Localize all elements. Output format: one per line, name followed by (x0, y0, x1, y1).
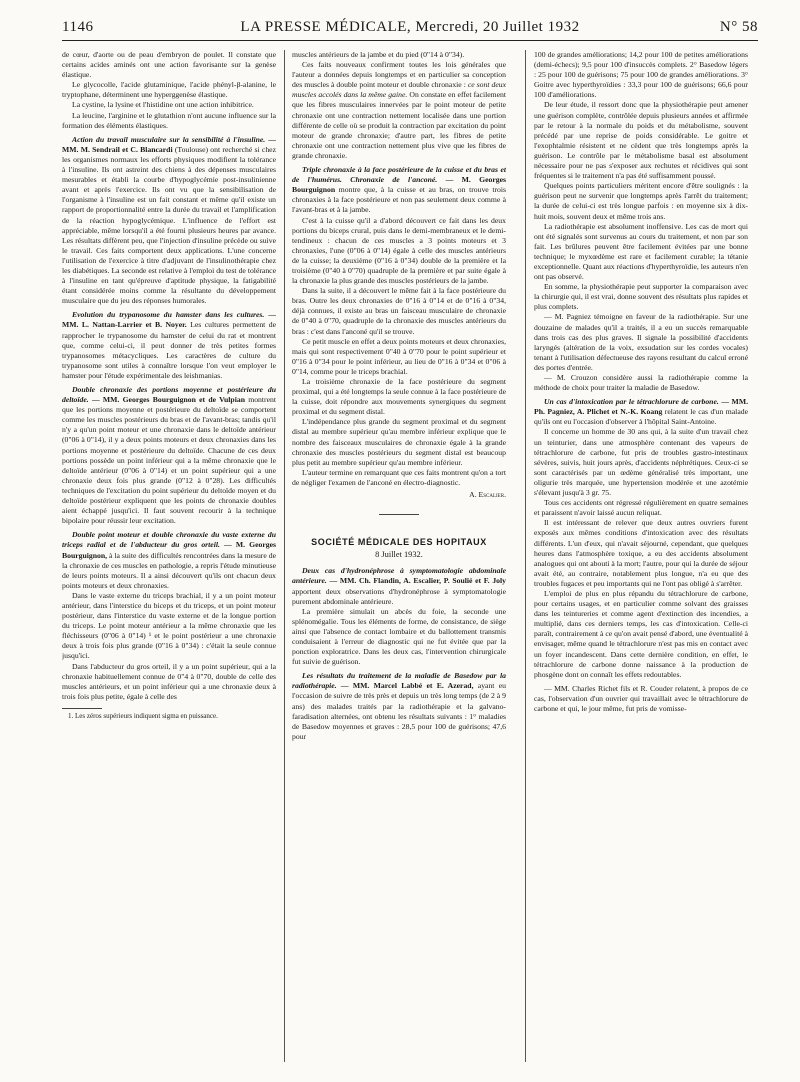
article-body: ayant eu l'occasion de suivre de très près et depuis un très long temps (de 2 à 9 ans) des malades traités par la radiothérapie et la galvano-faradisation alternées, ont obtenu les résultats suivants : 1° maladies de Basedow moyennes et graves : 28,5 pour 100 de guérisons; 47,6 pour (292, 681, 506, 741)
article-body: à la suite des difficultés rencontrées dans la mesure de la chronaxie de ces muscles en pathologie, a repris l'étude minutieuse de leurs points moteurs. Il a ainsi découvert qu'ils ont chacun deux points moteurs et deux chronaxies. (62, 550, 276, 590)
article-authors: — MM. L. Nattan-Larrier et B. Noyer. (62, 310, 276, 330)
article-authors: — M. Georges Bourguignon (292, 175, 506, 195)
paragraph (292, 60, 506, 161)
paragraph: La première simulait un abcès du foie, la seconde une splénomégalie. Tous les éléments de forme, de consistance, de siège ainsi que l'absence de contact lombaire et du ballottement transmis conduisaient à l'erreur de diagnostic qui ne fut évitée que par la ponction exploratrice. Dans les deux cas, l'intervention chirurgicale fut suivie de guérison. (292, 606, 506, 667)
emphasis: ce sont deux muscles accolés dans la même gaine. (292, 80, 506, 100)
paragraph: La troisième chronaxie de la face postérieure du segment proximal, qui a été longtemps la seule connue à la face postérieure de la cuisse, doit répondre aux mouvements synergiques du segment proximal et du segment distal. (292, 377, 506, 417)
publication-title: LA PRESSE MÉDICALE, Mercredi, 20 Juillet 1932 (240, 19, 580, 35)
column-right (534, 50, 748, 1068)
paragraph: En somme, la physiothérapie peut supporter la comparaison avec la chirurgie qui, il est vrai, donne souvent des résultats plus rapides et plus complets. (534, 282, 748, 312)
paragraph: Le glycocolle, l'acide glutaminique, l'acide phényl-β-alanine, le tryptophane, déterminent une hyperggenèse élastique. (62, 80, 276, 100)
article (534, 397, 748, 427)
article-body: relatent le cas d'un malade qu'ils ont eu l'occasion d'observer à l'hôpital Saint-Antoine. (534, 407, 748, 427)
article-body: apportent deux observations d'hydronéphrose à symptomatologie purement abdominale antérieure. (292, 586, 506, 606)
article-authors: — MM. Marcel Labbé et E. Azerad, (336, 681, 474, 691)
paragraph-text: On constate en effet facilement que les fibres musculaires innervées par le point moteur de petite chronaxie ont une contraction nettement localisée dans une portion différente de celle où se produit la contraction par excitation du point moteur de grande chronaxie; d'autre part, les fibres de petite chronaxie ont une contraction nettement plus vive que les fibres de grande chronaxie. (292, 90, 506, 160)
paragraph: Dans l'abducteur du gros orteil, il y a un point supérieur, qui a la chronaxie habituellement connue de 0"4 à 0"70, double de celle des muscles antérieurs, et un point inférieur qui a une chronaxie deux à trois fois plus petite, égale à celle des (62, 661, 276, 701)
article-title: Double chronaxie des portions moyenne et postérieure du deltoïde. (62, 385, 276, 405)
article-authors: — MM. Ch. Flandin, A. Escalier, P. Soulié et F. Joly (326, 576, 506, 586)
article-title: Evolution du trypanosome du hamster dans les cultures. (72, 310, 265, 320)
article-title: Triple chronaxie à la face postérieure de la cuisse et du bras et de l'humérus. Chronaxie de l'anconé. (292, 165, 506, 185)
article-authors: — M. Georges Bourguignon, (62, 540, 276, 560)
column-middle (292, 50, 506, 1068)
column-rule (284, 50, 285, 1062)
page-number: 1146 (62, 19, 94, 35)
article-authors: — MM. Georges Bourguignon et de Vulpian (88, 395, 245, 405)
article-body: (Toulouse) ont recherché si chez les organismes normaux les efforts physiques modifient la tolérance à l'insuline. Ils ont astreint des chiens à des dépenses musculaires mesurables et établi la courbe d'hypoglycémie post-insulinienne avant et après l'exercice. Ils ont vu que la sensibilisation de l'organisme à l'insuline est un fait constant et même qu'il existe un rapport de proportionnalité entre la durée du travail et l'amplification de la réaction hypoglycémique. L'influence de l'effort est appréciable, même lorsqu'il a été fourni plusieurs heures par avance. Les résultats diffèrent peu, que l'injection d'insuline précède ou suive le travail. Ces faits comportent deux applications. L'une concerne l'utilisation de l'exercice à titre d'adjuvant de l'insulinothérapie chez les diabétiques. La seconde est relative à l'emploi du test de tolérance à l'insuline en tant qu'épreuve d'aptitude physique, la fatigabilité étant considérée moins comme la résultante du développement musculaire que du jeu des réponses humorales. (62, 144, 276, 306)
footnote: 1. Les zéros supérieurs indiquent sigma en puissance. (68, 711, 218, 720)
article-body: montrent que les portions moyenne et postérieure du deltoïde se comportent comme les muscles postérieurs du bras et de l'avant-bras; tandis qu'il n'y a qu'un point moteur et une chronaxie dans le deltoïde antérieur (0"06 à 0"14), il y a deux points moteurs et deux chronaxies dans les portions moyenne et postérieure du deltoïde. Chacune de ces deux portions possède un point inférieur qui a la même chronaxie que le deltoïde antérieur (0"06 à 0"14) et un point supérieur qui a une chronaxie deux fois plus grande (0"12 à 0"28). Les difficultés techniques de l'excitation du point supérieur du deltoïde moyen et du deltoïde postérieur expliquent que les points de chronaxie doubles aient échappé jusqu'ici. Il faut souvent recourir à la technique bipolaire pour réussir leur excitation. (62, 395, 276, 526)
article (292, 671, 506, 742)
paragraph: de cœur, d'aorte ou de peau d'embryon de poulet. Il constate que certains acides aminés ont une action favorisante sur la genèse élastique. (62, 50, 276, 80)
paragraph: La leucine, l'arginine et le glutathion n'ont aucune influence sur la formation des éléments élastiques. (62, 110, 276, 130)
section-divider (379, 514, 419, 515)
article (292, 566, 506, 606)
column-rule (525, 50, 526, 1062)
article-title: Deux cas d'hydronéphrose à symptomatologie abdominale antérieure. (292, 566, 506, 586)
article-title: Action du travail musculaire sur la sensibilité à l'insuline. (72, 134, 266, 144)
issue-number: N° 58 (719, 19, 758, 35)
article (62, 135, 276, 307)
section-heading: SOCIÉTÉ MÉDICALE DES HOPITAUX (311, 537, 487, 548)
article-title: Les résultats du traitement de la maladie de Basedow par la radiothérapie. (292, 671, 506, 691)
paragraph: Quelques points particuliers méritent encore d'être soulignés : la guérison peut ne survenir que longtemps après l'arrêt du traitement; la durée de celui-ci est très longue parfois : en moyenne six à dix-huit mois, souvent deux et même trois ans. (534, 181, 748, 221)
paragraph: 100 de grandes améliorations; 14,2 pour 100 de petites améliorations (demi-échecs); 9,5 pour 100 d'insuccès complets. 2° Basedow légers : 25 pour 100 de guérisons; 75 pour 100 de grandes améliorations. 3° Goitre avec hyperthyroïdies : 33,3 pour 100 de guérisons; 66,6 pour 100 d'améliorations. (534, 50, 748, 100)
paragraph: Il est intéressant de relever que deux autres ouvriers furent exposés aux mêmes conditions d'intoxication avec des résultats différents. L'un d'eux, qui n'avait séjourné, cependant, que quelques heures dans l'atmosphère toxique, a eu des accidents absolument analogues qui ont abouti à la mort; l'autre, pour qui la durée de séjour avait été, au contraire, notablement plus longue, n'a eu que des troubles fugaces et peu importants qui ne l'ont pas obligé à s'arrêter. (534, 518, 748, 588)
article-title: Double point moteur et double chronaxie du vaste externe du triceps radial et de l'abducteur du gros orteil. (62, 530, 276, 550)
paragraph: L'emploi de plus en plus répandu du tétrachlorure de carbone, pour certains usages, et en particulier comme solvant des graisses dans les teintureries et comme agent d'extinction des incendies, a multiplié, dans ces derniers temps, les cas d'intoxication. Celle-ci paraît, contrairement à ce qu'on avait pensé d'abord, une éventualité à envisager, même quand le tétrachlorure n'est pas mis en contact avec un foyer incandescent. Dans cette dernière condition, en effet, le tétrachlorure de carbone donne naissance à la production de phosgène dont on connaît les effets redoutables. (534, 588, 748, 679)
article (62, 530, 276, 591)
paragraph: muscles antérieurs de la jambe et du pied (0"14 à 0"34). (292, 50, 465, 59)
running-head (62, 18, 758, 41)
article-authors: — MM. Ph. Pagniez, A. Plichet et N.-K. Koang (534, 397, 748, 417)
article-body: Les cultures permettent de rapprocher le trypanosome du hamster de celui du rat et montrent que, comme celui-ci, il peut donner de très petites formes trypanosomes métacycliques. Les caractères de culture du trypanosome sont utiles à connaître lorsque l'on veut employer le hamster pour l'étude expérimentale des leishmanias. (62, 320, 276, 380)
paragraph-text: Ces faits nouveaux confirment toutes les lois générales que l'auteur a données depuis longtemps et en particulier sa conception des muscles à double point moteur et double chronaxie : (292, 60, 506, 90)
paragraph: Dans le vaste externe du triceps brachial, il y a un point moteur antérieur, dans l'interstice du biceps et du triceps, et un point moteur postérieur, dans l'interstice du vaste externe et de la longue portion du triceps. Le point moteur antérieur a la même chronaxie que les fléchisseurs (0"06 à 0"14) ¹ et le point postérieur a une chronaxie deux à trois fois plus grande (0"16 à 0"34) : c'était la seule connue jusqu'ici. (62, 590, 276, 661)
paragraph: L'auteur termine en remarquant que ces faits montrent qu'on a tort de négliger l'examen de l'anconé en électro-diagnostic. (292, 467, 506, 487)
column-left (62, 50, 276, 1068)
paragraph: — M. Pagniez témoigne en faveur de la radiothérapie. Sur une douzaine de malades qu'il a traités, il a eu un succès remarquable dans trois cas des plus graves. Il signale la possibilité d'accidents laryngés (altération de la voix, exsudation sur les cordes vocales) tenant à l'utilisation défectueuse des rayons resultant du calcul erroné des portes d'entrée. (534, 312, 748, 372)
article (62, 310, 276, 381)
paragraph: L'indépendance plus grande du segment proximal et du segment distal au membre supérieur qu'au membre inférieur explique que le nombre des faisceaux musculaires de chronaxie égale à la grande chronaxie des muscles postérieurs du segment distal est beaucoup plus petit au membre supérieur qu'au membre inférieur. (292, 417, 506, 467)
article-body: montre que, à la cuisse et au bras, on trouve trois chronaxies à la face postérieure et non pas seulement deux comme à l'avant-bras et à la jambe. (292, 185, 506, 215)
section-date: 8 Juillet 1932. (375, 550, 423, 560)
paragraph: Il concerne un homme de 30 ans qui, à la suite d'un travail chez un teinturier, dans une atmosphère contenant des vapeurs de tétrachlorure de carbone, fut pris de troubles gastro-intestinaux sévères, suivis, huit jours après, d'accidents néphrétiques. Ceux-ci se sont caractérisés par un œdème généralisé très important, une oligurie très marquée, une hypertension modérée et une azotémie s'élevant jusqu'à 3 gr. 75. (534, 427, 748, 498)
paragraph: Tous ces accidents ont régressé régulièrement en quatre semaines et paraissent n'avoir laissé aucun reliquat. (534, 498, 748, 518)
paragraph: — MM. Charles Richet fils et R. Couder relatent, à propos de ce cas, l'observation d'un ouvrier qui travaillait avec le tétrachlorure de carbone et qui, le jour même, fut pris de vomisse- (534, 683, 748, 713)
footnote-rule (62, 708, 102, 709)
paragraph: C'est à la cuisse qu'il a d'abord découvert ce fait dans les deux portions du biceps crural, puis dans le demi-membraneux et le demi-tendineux : chacun de ces muscles a 3 points moteurs et 3 chronaxies, l'une (0"06 à 0"14) égale à celle des muscles antérieurs de la cuisse; la deuxième (0"16 à 0"34) double de la première et la troisième (0"40 à 0"70) quadruple de la première et par suite égale à la chronaxie la plus grande des muscles postérieurs de la jambe. (292, 215, 506, 286)
paragraph: — M. Crouzon considère aussi la radiothérapie comme la méthode de choix pour traiter la maladie de Basedow. (534, 373, 748, 393)
paragraph: La cystine, la lysine et l'histidine ont une action inhibitrice. (72, 100, 254, 110)
paragraph: La radiothérapie est absolument inoffensive. Les cas de mort qui ont été signalés sont survenus au cours du traitement, et non par son fait. Les brûlures peuvent être facilement évitées par une bonne technique; le myxœdème est rare et facilement curable; la tétanie exceptionnelle. Quant aux réactions d'hyperthyroïdie, les auteurs n'en ont pas observé. (534, 221, 748, 282)
paragraph: De leur étude, il ressort donc que la physiothérapie peut amener une guérison complète, contrôlée depuis plusieurs années et affirmée par le retour à la normale du poids et du métabolisme, souvent précédé par une reprise de poids considérable. Le goitre et l'exophtalmie résistent et ne cèdent que très longtemps après la guérison. Le contrôle par le métabolisme basal est absolument nécessaire pour ne pas s'exposer aux rechutes et récidives qui sont fréquentes si le traitement n'a pas été suffisamment poussé. (534, 100, 748, 181)
article (292, 165, 506, 215)
article (62, 385, 276, 526)
signature: A. Escalier. (469, 490, 506, 500)
article-title: Un cas d'intoxication par le tétrachlorure de carbone. (544, 397, 719, 407)
paragraph: Ce petit muscle en effet a deux points moteurs et deux chronaxies, mais qui sont respectivement 0"40 à 0"70 pour le point supérieur et 0"16 à 0"34 pour le point inférieur, au lieu de 0"16 à 0"34 et 0"06 à 0"14, comme pour le triceps brachial. (292, 336, 506, 376)
article-authors: — MM. M. Sendrail et C. Blancardi (62, 134, 276, 154)
paragraph: Dans la suite, il a découvert le même fait à la face postérieure du bras. Outre les deux chronaxies de 0"16 à 0"14 et de 0"16 à 0"34, déjà connues, il existe au bras un faisceau musculaire de chronaxie de 0"40 à 0"70, quadruple de la chronaxie des muscles antérieurs du bras : c'est dans l'anconé qu'il se trouve. (292, 286, 506, 336)
